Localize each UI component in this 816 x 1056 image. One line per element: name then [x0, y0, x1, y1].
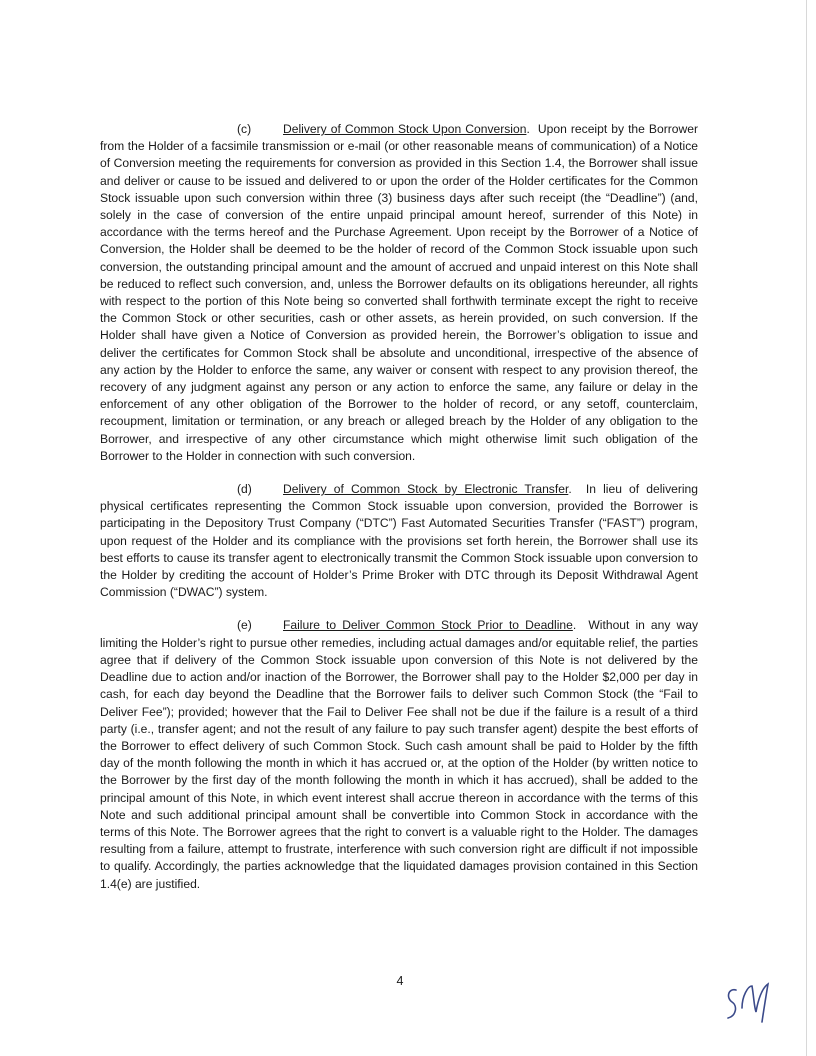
- section-e-label: (e): [237, 618, 252, 633]
- section-d-label: (d): [237, 482, 252, 497]
- section-e-body: Without in any way limiting the Holder’s right to pursue other remedies, including actual damages and/or equitable relief, the parties agree that if delivery of the Common Stock issuable upon conversion of this Note is not delivered by the Deadline due to action and/or inaction of the Borrower, the Borrower shall pay to the Holder $2,000 per day in cash, for each day beyond the Deadline that the Borrower fails to deliver such Common Stock (the “Fail to Deliver Fee”); provided; however that the Fail to Deliver Fee shall not be due if the failure is a result of a third party (i.e., transfer agent; and not the result of any failure to pay such transfer agent) despite the best efforts of the Borrower to effect delivery of such Common Stock. Such cash amount shall be paid to Holder by the fifth day of the month following the month in which it has accrued or, at the option of the Holder (by written notice to the Borrower by the first day of the month following the month in which it has accrued), shall be added to the principal amount of this Note, in which event interest shall accrue thereon in accordance with the terms of this Note and such additional principal amount shall be convertible into Common Stock in accordance with the terms of this Note. The Borrower agrees that the right to convert is a valuable right to the Holder. The damages resulting from a failure, attempt to frustrate, interference with such conversion right are difficult if not impossible to qualify. Accordingly, the parties acknowledge that the liquidated damages provision contained in this Section 1.4(e) are justified.: [100, 618, 699, 891]
- section-e-paragraph: (e) Failure to Deliver Common Stock Prior to Deadline. Without in any way limiting the Holder’s right to pursue other remedies, including actual damages and/or equitable relief, the parties agree that if delivery of the Common Stock issuable upon conversion of this Note is not delivered by the Deadline due to action and/or inaction of the Borrower, the Borrower shall pay to the Holder $2,000 per day in cash, for each day beyond the Deadline that the Borrower fails to deliver such Common Stock (the “Fail to Deliver Fee”); provided; however that the Fail to Deliver Fee shall not be due if the failure is a result of a third party (i.e., transfer agent; and not the result of any failure to pay such transfer agent) despite the best efforts of the Borrower to effect delivery of such Common Stock. Such cash amount shall be paid to Holder by the fifth day of the month following the month in which it has accrued or, at the option of the Holder (by written notice to the Borrower by the first day of the month following the month in which it has accrued), shall be added to the principal amount of this Note, in which event interest shall accrue thereon in accordance with the terms of this Note and such additional principal amount shall be convertible into Common Stock in accordance with the terms of this Note. The Borrower agrees that the right to convert is a valuable right to the Holder. The damages resulting from a failure, attempt to frustrate, interference with such conversion right are difficult if not impossible to qualify. Accordingly, the parties acknowledge that the liquidated damages provision contained in this Section 1.4(e) are justified.: [100, 618, 699, 891]
- section-c-body: Upon receipt by the Borrower from the Holder of a facsimile transmission or e-mail (or other reasonable means of communication) of a Notice of Conversion meeting the requirements for conversion as provided in this Section 1.4, the Borrower shall issue and deliver or cause to be issued and delivered to or upon the order of the Holder certificates for the Common Stock issuable upon such conversion within three (3) business days after such receipt (the “Deadline”) (and, solely in the case of conversion of the entire unpaid principal amount hereof, surrender of this Note) in accordance with the terms hereof and the Purchase Agreement. Upon receipt by the Borrower of a Notice of Conversion, the Holder shall be deemed to be the holder of record of the Common Stock issuable upon such conversion, the outstanding principal amount and the amount of accrued and unpaid interest on this Note shall be reduced to reflect such conversion, and, unless the Borrower defaults on its obligations hereunder, all rights with respect to the portion of this Note being so converted shall forthwith terminate except the right to receive the Common Stock or other securities, cash or other assets, as herein provided, on such conversion. If the Holder shall have given a Notice of Conversion as provided herein, the Borrower’s obligation to issue and deliver the certificates for Common Stock shall be absolute and unconditional, irrespective of the absence of any action by the Holder to enforce the same, any waiver or consent with respect to any provision thereof, the recovery of any judgment against any person or any action to enforce the same, any failure or delay in the enforcement of any other obligation of the Borrower to the holder of record, or any setoff, counterclaim, recoupment, limitation or termination, or any breach or alleged breach by the Holder of any obligation to the Borrower, and irrespective of any other circumstance which might otherwise limit such obligation of the Borrower to the Holder in connection with such conversion.: [100, 122, 698, 463]
- section-c-label: (c): [237, 122, 252, 136]
- section-c-heading: Delivery of Common Stock Upon Conversion: [283, 122, 527, 136]
- section-d-paragraph: (d) Delivery of Common Stock by Electronic Transfer. In lieu of delivering physical certificates representing the Common Stock issuable upon conversion, provided the Borrower is participating in the Depository Trust Company (“DTC”) Fast Automated Securities Transfer (“FAST”) program, upon request of the Holder and its compliance with the provisions set forth herein, the Borrower shall use its best efforts to cause its transfer agent to electronically transmit the Common Stock issuable upon conversion to the Holder by crediting the account of Holder’s Prime Broker with DTC through its Deposit Withdrawal Agent Commission (“DWAC”) system.: [100, 482, 699, 600]
- handwritten-initials: [722, 978, 774, 1026]
- page-number: 4: [396, 974, 404, 988]
- section-d-heading: Delivery of Common Stock by Electronic Transfer: [283, 482, 569, 497]
- document-body: [100, 121, 698, 909]
- section-d-body: In lieu of delivering physical certificates representing the Common Stock issuable upon conversion, provided the Borrower is participating in the Depository Trust Company (“DTC”) Fast Automated Securities Transfer (“FAST”) program, upon request of the Holder and its compliance with the provisions set forth herein, the Borrower shall use its best efforts to cause its transfer agent to electronically transmit the Common Stock issuable upon conversion to the Holder by crediting the account of Holder’s Prime Broker with DTC through its Deposit Withdrawal Agent Commission (“DWAC”) system.: [100, 482, 699, 600]
- section-e-heading: Failure to Deliver Common Stock Prior to Deadline: [283, 618, 573, 633]
- page-edge: [806, 0, 807, 1056]
- section-c-paragraph: (c) Delivery of Common Stock Upon Conversion. Upon receipt by the Borrower from the Holder of a facsimile transmission or e-mail (or other reasonable means of communication) of a Notice of Conversion meeting the requirements for conversion as provided in this Section 1.4, the Borrower shall issue and deliver or cause to be issued and delivered to or upon the order of the Holder certificates for the Common Stock issuable upon such conversion within three (3) business days after such receipt (the “Deadline”) (and, solely in the case of conversion of the entire unpaid principal amount hereof, surrender of this Note) in accordance with the terms hereof and the Purchase Agreement. Upon receipt by the Borrower of a Notice of Conversion, the Holder shall be deemed to be the holder of record of the Common Stock issuable upon such conversion, the outstanding principal amount and the amount of accrued and unpaid interest on this Note shall be reduced to reflect such conversion, and, unless the Borrower defaults on its obligations hereunder, all rights with respect to the portion of this Note being so converted shall forthwith terminate except the right to receive the Common Stock or other securities, cash or other assets, as herein provided, on such conversion. If the Holder shall have given a Notice of Conversion as provided herein, the Borrower’s obligation to issue and deliver the certificates for Common Stock shall be absolute and unconditional, irrespective of the absence of any action by the Holder to enforce the same, any waiver or consent with respect to any provision thereof, the recovery of any judgment against any person or any action to enforce the same, any failure or delay in the enforcement of any other obligation of the Borrower to the holder of record, or any setoff, counterclaim, recoupment, limitation or termination, or any breach or alleged breach by the Holder of any obligation to the Borrower, and irrespective of any other circumstance which might otherwise limit such obligation of the Borrower to the Holder in connection with such conversion.: [100, 122, 698, 463]
